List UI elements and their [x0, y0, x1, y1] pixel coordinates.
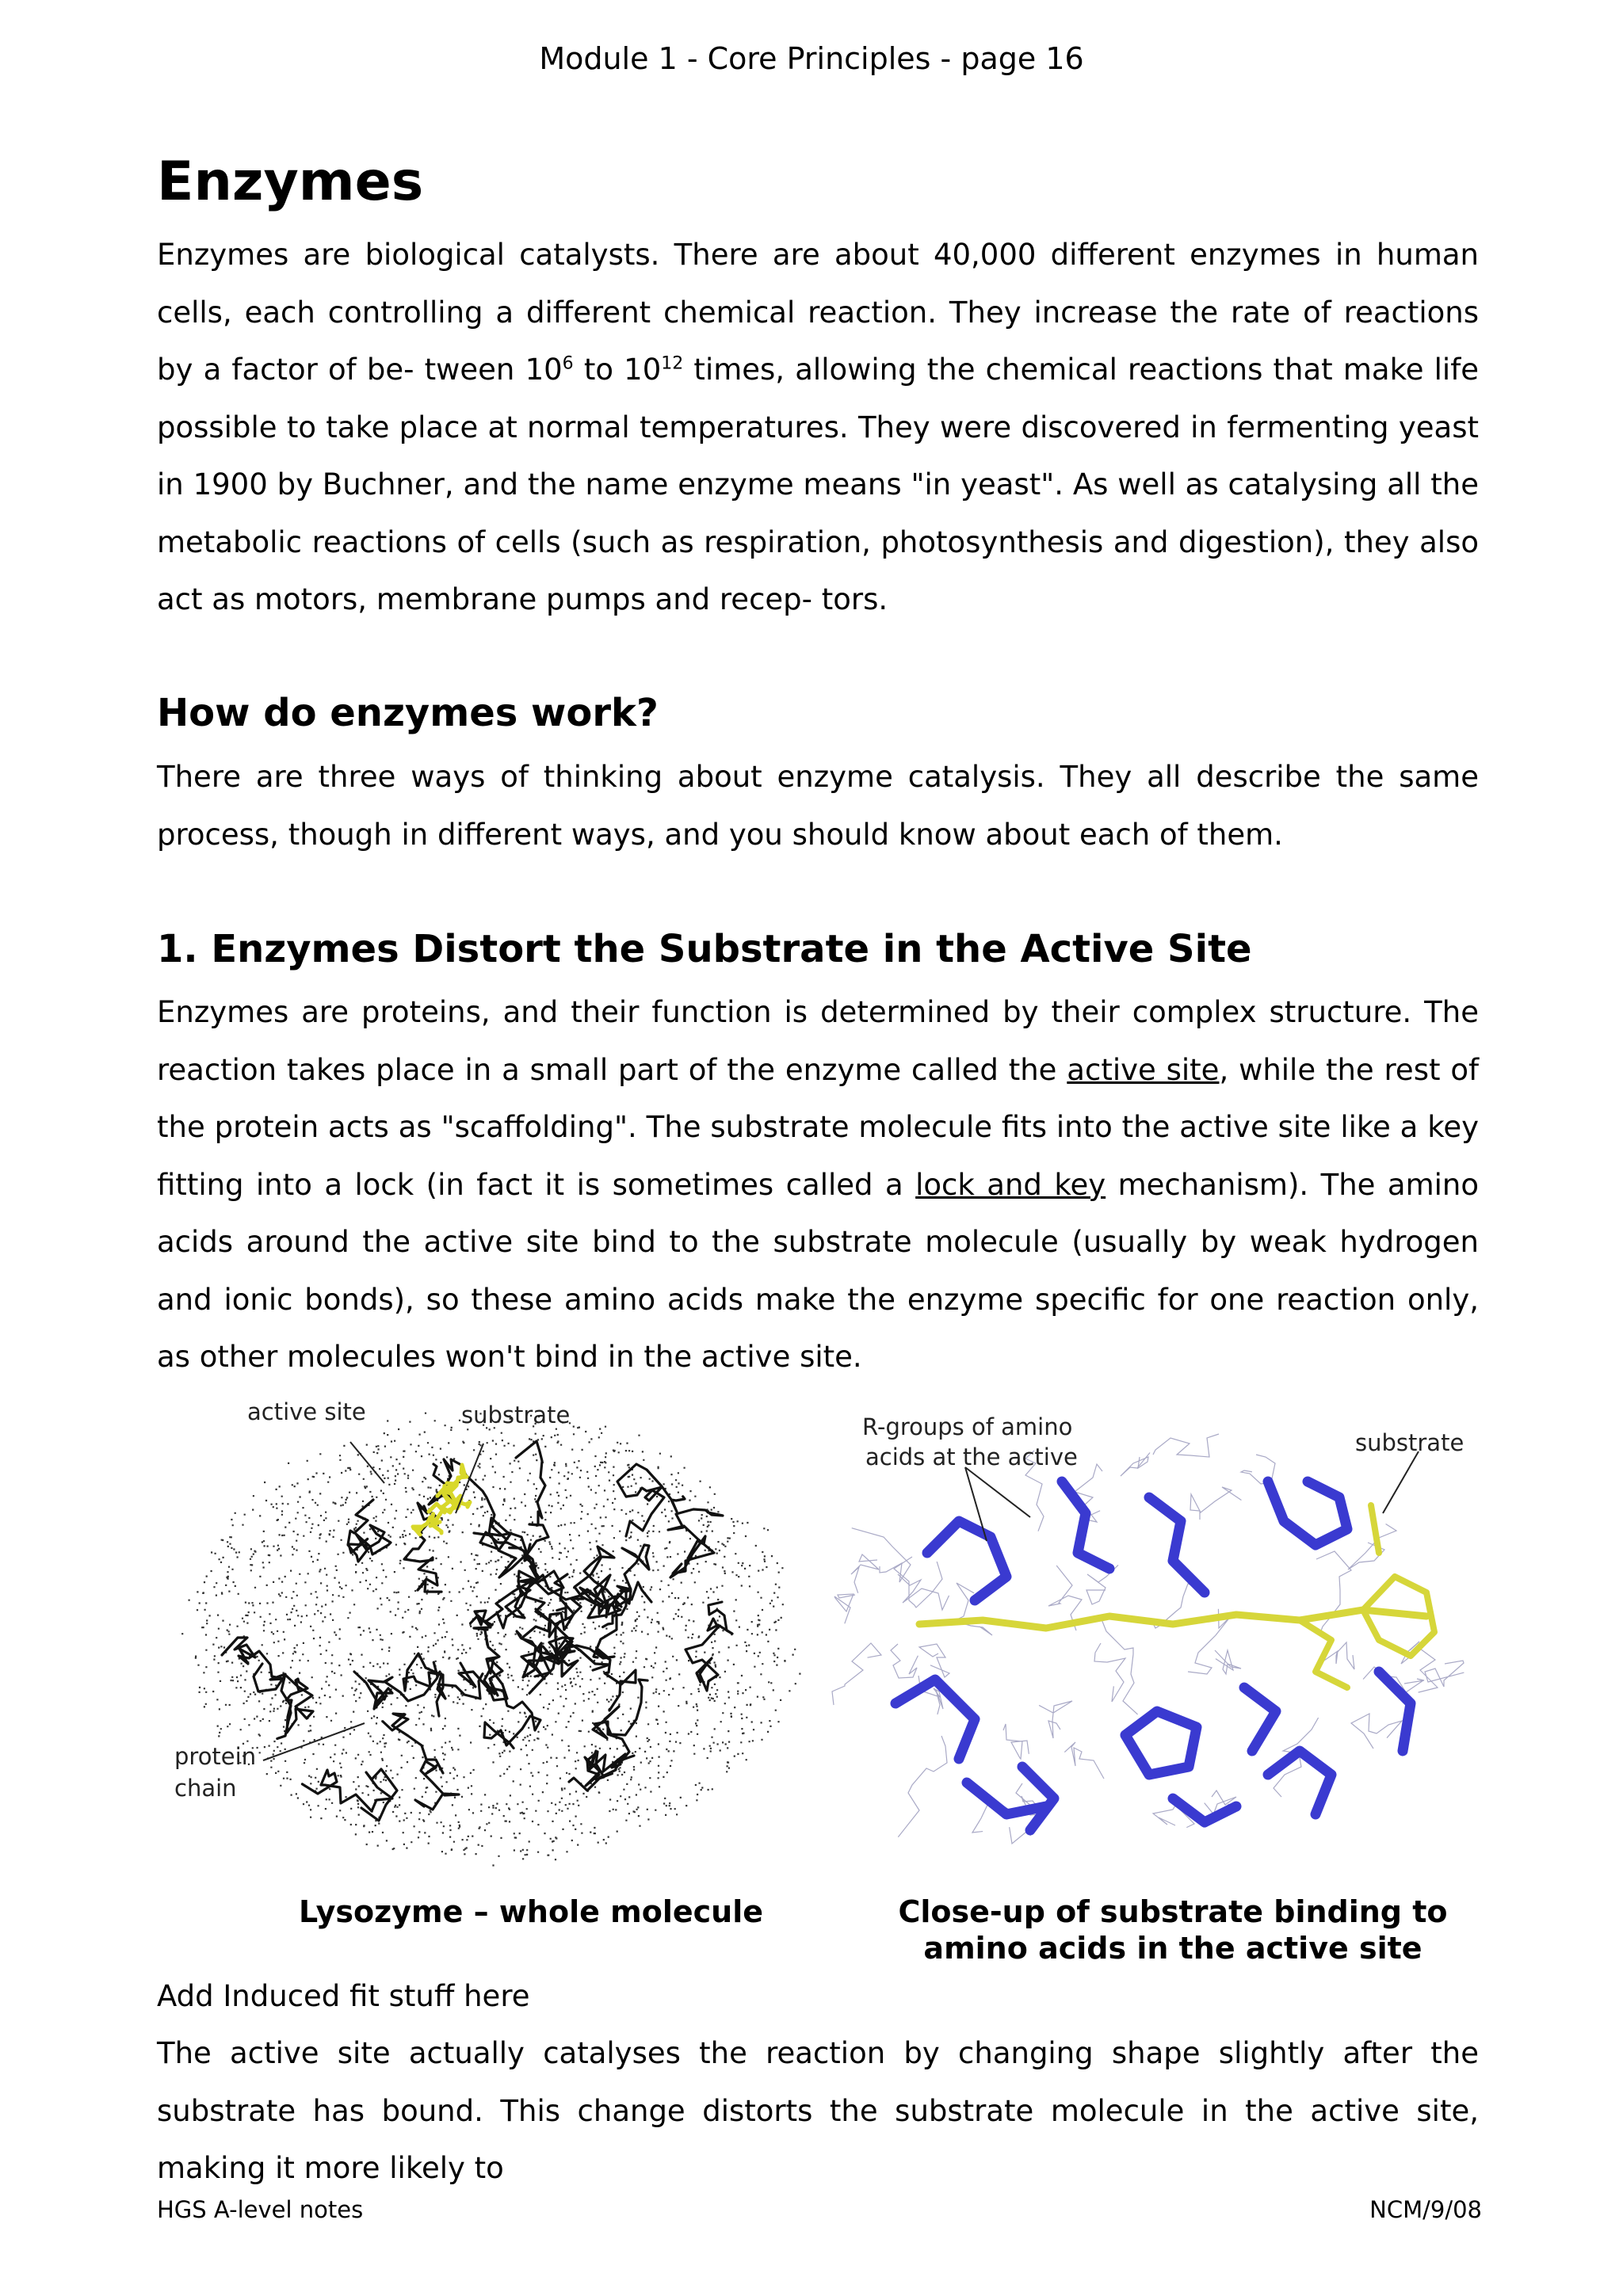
intro-text-1: Enzymes are biological catalysts. There are about 40,000 different enzymes in human cells, each controlling a different chemical reaction. They increase the rate of reactions by a factor of be- tween 10 [157, 238, 1479, 387]
exponent-12: 12 [661, 353, 684, 374]
closing-paragraph: The active site actually catalyses the reaction by changing shape slightly after the substrate has bound. This change distorts the substrate molecule in the active site, making it more likely to [157, 2036, 1479, 2185]
section-distort-paragraph [157, 984, 1479, 1386]
active-site-closeup-figure [824, 1402, 1466, 1854]
induced-fit-note: Add Induced fit stuff here [157, 1979, 530, 2013]
page-header: Module 1 - Core Principles - page 16 [539, 41, 1084, 76]
footer-right: NCM/9/08 [1369, 2196, 1482, 2223]
active-site-pointer [350, 1442, 384, 1483]
intro-text-3: times, allowing the chemical reactions that make life possible to take place at normal temperatures. They were discovered in fermenting yeast in 1900 by Buchner, and the name enzyme means "in yeast". As well as catalysing all the metabolic reactions of cells (such as respiration, photosynthesis and digestion), they also act as motors, membrane pumps and recep- tors. [157, 353, 1479, 616]
caption-closeup [880, 1894, 1466, 1966]
intro-paragraph [157, 227, 1479, 629]
page-title: Enzymes [157, 151, 424, 213]
caption-closeup-line-1: Close-up of substrate binding to [898, 1894, 1448, 1929]
label-substrate-right: substrate [1355, 1429, 1465, 1456]
distort-text-1: Enzymes are proteins, and their function is determined by their complex structure. The reaction takes place in a small part of the enzyme called the [157, 995, 1479, 1087]
caption-closeup-line-2: amino acids in the active site [923, 1931, 1423, 1966]
substrate-pointer-right [1383, 1451, 1419, 1513]
distort-text-3: mechanism). The amino acids around the active site bind to the substrate molecule (usually by weak hydrogen and ionic bonds), so these amino acids make the enzyme specific for one reaction only, as other molecules won't bind in the active site. [157, 1167, 1479, 1374]
section-how-paragraph: There are three ways of thinking about enzyme catalysis. They all describe the same process, though in different ways, and you should know about each of them. [157, 760, 1479, 852]
label-protein: protein [174, 1743, 257, 1770]
lock-and-key-term: lock and key [915, 1167, 1106, 1202]
label-chain: chain [174, 1775, 237, 1802]
caption-lysozyme: Lysozyme – whole molecule [298, 1894, 763, 1929]
section-heading-distort: 1. Enzymes Distort the Substrate in the Active Site [157, 927, 1252, 971]
exponent-6: 6 [562, 353, 574, 374]
lysozyme-molecule-image [166, 1394, 816, 1886]
label-substrate-left: substrate [461, 1402, 571, 1428]
footer-left: HGS A-level notes [157, 2196, 364, 2223]
section-heading-how: How do enzymes work? [157, 691, 659, 735]
active-site-term: active site [1067, 1052, 1220, 1087]
intro-text-2: to 10 [573, 353, 662, 387]
label-rgroups-2: acids at the active [865, 1444, 1078, 1470]
rgroups-pointer-1 [965, 1467, 1030, 1517]
label-active-site: active site [247, 1398, 366, 1425]
distort-text-2: , while the rest of the protein acts as "scaffolding". The substrate molecule fits into the active site like a key fitting into a lock (in fact it is sometimes called a [157, 1052, 1479, 1202]
label-rgroups-1: R-groups of amino [862, 1413, 1073, 1440]
lysozyme-figure [166, 1394, 816, 1886]
